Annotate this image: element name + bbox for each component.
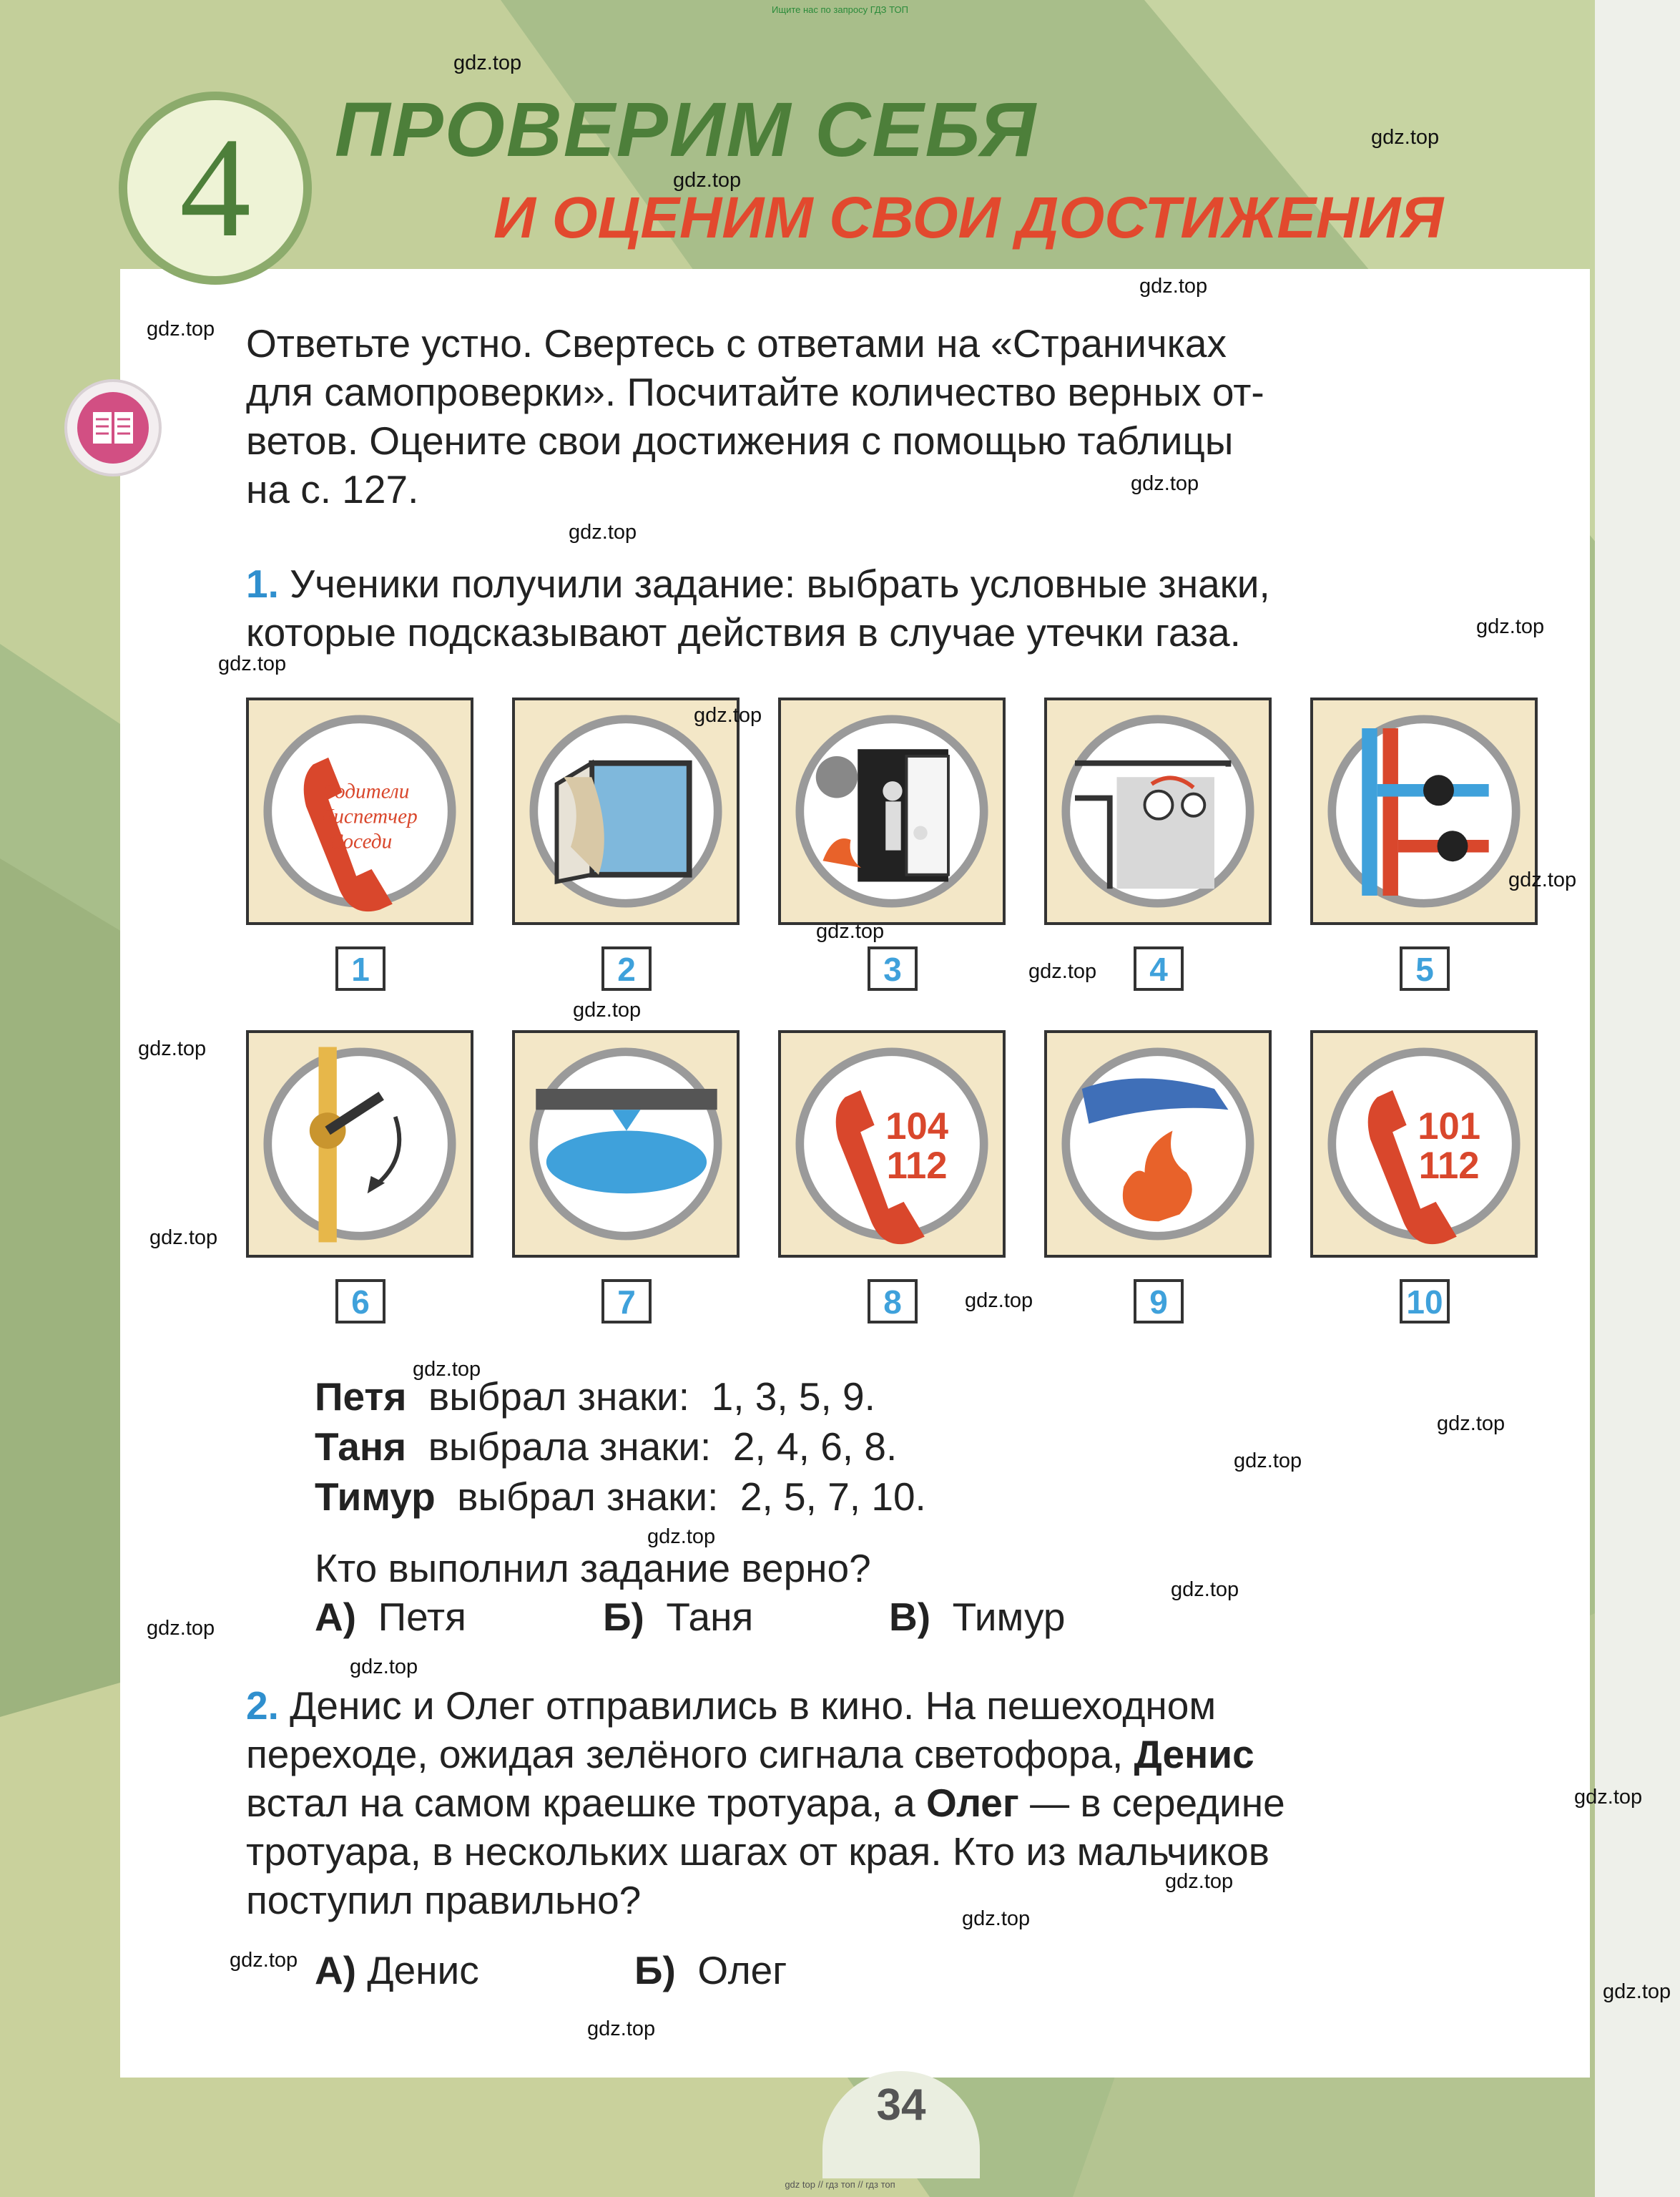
title-line-1: ПРОВЕРИМ СЕБЯ bbox=[335, 86, 1037, 172]
watermark: gdz.top bbox=[1603, 1980, 1671, 2003]
sign-3[interactable] bbox=[778, 698, 1006, 925]
watermark: gdz.top bbox=[694, 704, 762, 727]
task2-line-2a: переходе, ожидая зелёного сигнала светофора, bbox=[246, 1732, 1124, 1776]
intro-line-3: ветов. Оцените свои достижения с помощью таблицы bbox=[246, 419, 1234, 463]
choice-timur-name: Тимур bbox=[315, 1474, 436, 1519]
sign-number-10: 10 bbox=[1400, 1279, 1450, 1323]
watermark: gdz.top bbox=[1371, 126, 1440, 149]
watermark: gdz.top bbox=[350, 1655, 418, 1678]
sign-1-text-1: Родители bbox=[323, 780, 410, 803]
watermark: gdz.top bbox=[1165, 1870, 1234, 1893]
task1-option-c-letter: В) bbox=[889, 1595, 931, 1639]
chapter-number: 4 bbox=[180, 109, 251, 267]
watermark: gdz.top bbox=[1437, 1412, 1505, 1435]
book-icon bbox=[63, 378, 163, 478]
task2-option-a-letter: А) bbox=[315, 1948, 357, 1992]
sign-number-3: 3 bbox=[868, 946, 918, 991]
sign-number-6: 6 bbox=[335, 1279, 385, 1323]
sign-number-9: 9 bbox=[1134, 1279, 1184, 1323]
sign-9[interactable] bbox=[1044, 1030, 1272, 1258]
task2-name-oleg: Олег bbox=[926, 1781, 1019, 1825]
choice-tanya-name: Таня bbox=[315, 1424, 407, 1469]
choice-tanya-signs: 2, 4, 6, 8. bbox=[732, 1424, 898, 1469]
sign-8-text-1: 104 bbox=[885, 1105, 949, 1148]
sign-number-1: 1 bbox=[335, 946, 385, 991]
sign-6[interactable] bbox=[246, 1030, 473, 1258]
watermark: gdz.top bbox=[647, 1525, 716, 1548]
watermark: gdz.top bbox=[965, 1289, 1033, 1312]
sign-1[interactable] bbox=[246, 698, 473, 925]
intro-line-1: Ответьте устно. Свертесь с ответами на «Страничках bbox=[246, 321, 1227, 366]
watermark: gdz.top bbox=[1028, 960, 1097, 983]
task2-option-a-text: Денис bbox=[367, 1948, 479, 1992]
task1-number: 1. bbox=[246, 562, 279, 606]
watermark: gdz.top bbox=[413, 1358, 481, 1381]
choice-tanya bbox=[315, 1424, 897, 1469]
sign-8[interactable] bbox=[778, 1030, 1006, 1258]
intro-line-4: на с. 127. bbox=[246, 467, 419, 512]
sign-10-text-2: 112 bbox=[1418, 1144, 1480, 1187]
task2-number: 2. bbox=[246, 1683, 279, 1728]
phone-parents-dispatcher-neighbors-icon bbox=[249, 700, 471, 922]
choice-petya-text: выбрал знаки: bbox=[428, 1374, 690, 1419]
phone-104-112-icon bbox=[781, 1033, 1003, 1255]
watermark: gdz.top bbox=[573, 999, 642, 1022]
watermark: gdz.top bbox=[218, 652, 287, 675]
task1-option-b-letter: Б) bbox=[603, 1595, 644, 1639]
task1-option-a-letter: А) bbox=[315, 1595, 357, 1639]
sign-number-4: 4 bbox=[1134, 946, 1184, 991]
watermark: gdz.top bbox=[673, 169, 742, 192]
task1-option-b[interactable] bbox=[603, 1594, 753, 1640]
watermark: gdz.top bbox=[1476, 615, 1545, 638]
watermark: gdz.top bbox=[569, 521, 637, 544]
phone-101-112-icon bbox=[1313, 1033, 1535, 1255]
watermark: gdz.top bbox=[1234, 1449, 1302, 1472]
sign-10-text-1: 101 bbox=[1418, 1105, 1481, 1148]
watermark: gdz.top bbox=[1574, 1786, 1643, 1809]
task1-paragraph bbox=[246, 559, 1541, 657]
page-number-tab bbox=[822, 2071, 980, 2178]
intro-line-2: для самопроверки». Посчитайте количество верных от- bbox=[246, 370, 1264, 414]
watermark: gdz.top bbox=[587, 2017, 656, 2040]
watermark: gdz.top bbox=[149, 1226, 218, 1249]
sign-5[interactable] bbox=[1310, 698, 1538, 925]
task2-line-5: поступил правильно? bbox=[246, 1878, 642, 1922]
task2-paragraph bbox=[246, 1681, 1541, 1924]
watermark: gdz.top bbox=[1139, 275, 1208, 298]
task1-option-c[interactable] bbox=[889, 1594, 1065, 1640]
choice-timur-signs: 2, 5, 7, 10. bbox=[740, 1474, 926, 1519]
gas-tap-turn-icon bbox=[249, 1033, 471, 1255]
choice-petya-signs: 1, 3, 5, 9. bbox=[711, 1374, 875, 1419]
sign-8-text-2: 112 bbox=[886, 1144, 948, 1187]
watermark: gdz.top bbox=[453, 52, 522, 74]
switch-off-electricity-icon bbox=[1047, 700, 1269, 922]
task1-line-2: которые подсказывают действия в случае утечки газа. bbox=[246, 610, 1241, 655]
watermark: gdz.top bbox=[1508, 868, 1577, 891]
task1-option-a[interactable] bbox=[315, 1594, 466, 1640]
choice-petya-name: Петя bbox=[315, 1374, 407, 1419]
watermark: gdz.top bbox=[230, 1949, 298, 1972]
sign-7[interactable] bbox=[512, 1030, 740, 1258]
task2-name-denis: Денис bbox=[1134, 1732, 1254, 1776]
watermark: gdz.top bbox=[147, 1617, 215, 1640]
task1-option-b-text: Таня bbox=[666, 1595, 754, 1639]
watermark: gdz.top bbox=[1171, 1578, 1239, 1601]
top-note: Ищите нас по запросу ГДЗ ТОП bbox=[772, 4, 908, 15]
sign-10[interactable] bbox=[1310, 1030, 1538, 1258]
task2-option-b[interactable] bbox=[634, 1947, 787, 1993]
page-number: 34 bbox=[876, 2080, 926, 2130]
sign-2[interactable] bbox=[512, 698, 740, 925]
watermark: gdz.top bbox=[962, 1907, 1031, 1930]
sign-number-7: 7 bbox=[601, 1279, 652, 1323]
bottom-note: gdz top // гдз топ // гдз топ bbox=[785, 2179, 895, 2190]
watermark: gdz.top bbox=[816, 920, 885, 943]
task1-option-c-text: Тимур bbox=[952, 1595, 1066, 1639]
sign-number-2: 2 bbox=[601, 946, 652, 991]
intro-paragraph bbox=[246, 319, 1541, 514]
watermark: gdz.top bbox=[138, 1037, 207, 1060]
task2-line-3c: — в середине bbox=[1030, 1781, 1285, 1825]
leave-room-icon bbox=[781, 700, 1003, 922]
gas-valve-icon bbox=[1313, 700, 1535, 922]
task2-line-4: тротуара, в нескольких шагах от края. Кто из мальчиков bbox=[246, 1829, 1269, 1874]
sign-number-8: 8 bbox=[868, 1279, 918, 1323]
open-window-icon bbox=[515, 700, 737, 922]
choice-timur-text: выбрал знаки: bbox=[457, 1474, 719, 1519]
task1-line-1: Ученики получили задание: выбрать условные знаки, bbox=[290, 562, 1270, 606]
task1-question: Кто выполнил задание верно? bbox=[315, 1546, 871, 1590]
sign-number-5: 5 bbox=[1400, 946, 1450, 991]
watermark: gdz.top bbox=[1131, 472, 1199, 495]
sign-1-text-2: Диспетчер bbox=[320, 805, 418, 828]
task2-line-3a: встал на самом краешке тротуара, а bbox=[246, 1781, 915, 1825]
watermark: gdz.top bbox=[147, 318, 215, 341]
task2-option-b-text: Олег bbox=[697, 1948, 787, 1992]
sign-1-text-3: Соседи bbox=[328, 830, 393, 853]
task1-option-a-text: Петя bbox=[378, 1595, 466, 1639]
task2-option-b-letter: Б) bbox=[634, 1948, 676, 1992]
task2-line-1: Денис и Олег отправились в кино. На пешеходном bbox=[290, 1683, 1217, 1728]
title-line-2: И ОЦЕНИМ СВОИ ДОСТИЖЕНИЯ bbox=[493, 185, 1444, 250]
choice-timur bbox=[315, 1474, 926, 1520]
water-puddle-icon bbox=[515, 1033, 737, 1255]
smother-fire-cloth-icon bbox=[1047, 1033, 1269, 1255]
task2-option-a[interactable] bbox=[315, 1947, 479, 1993]
choice-petya bbox=[315, 1374, 875, 1419]
sign-4[interactable] bbox=[1044, 698, 1272, 925]
choice-tanya-text: выбрала знаки: bbox=[428, 1424, 712, 1469]
